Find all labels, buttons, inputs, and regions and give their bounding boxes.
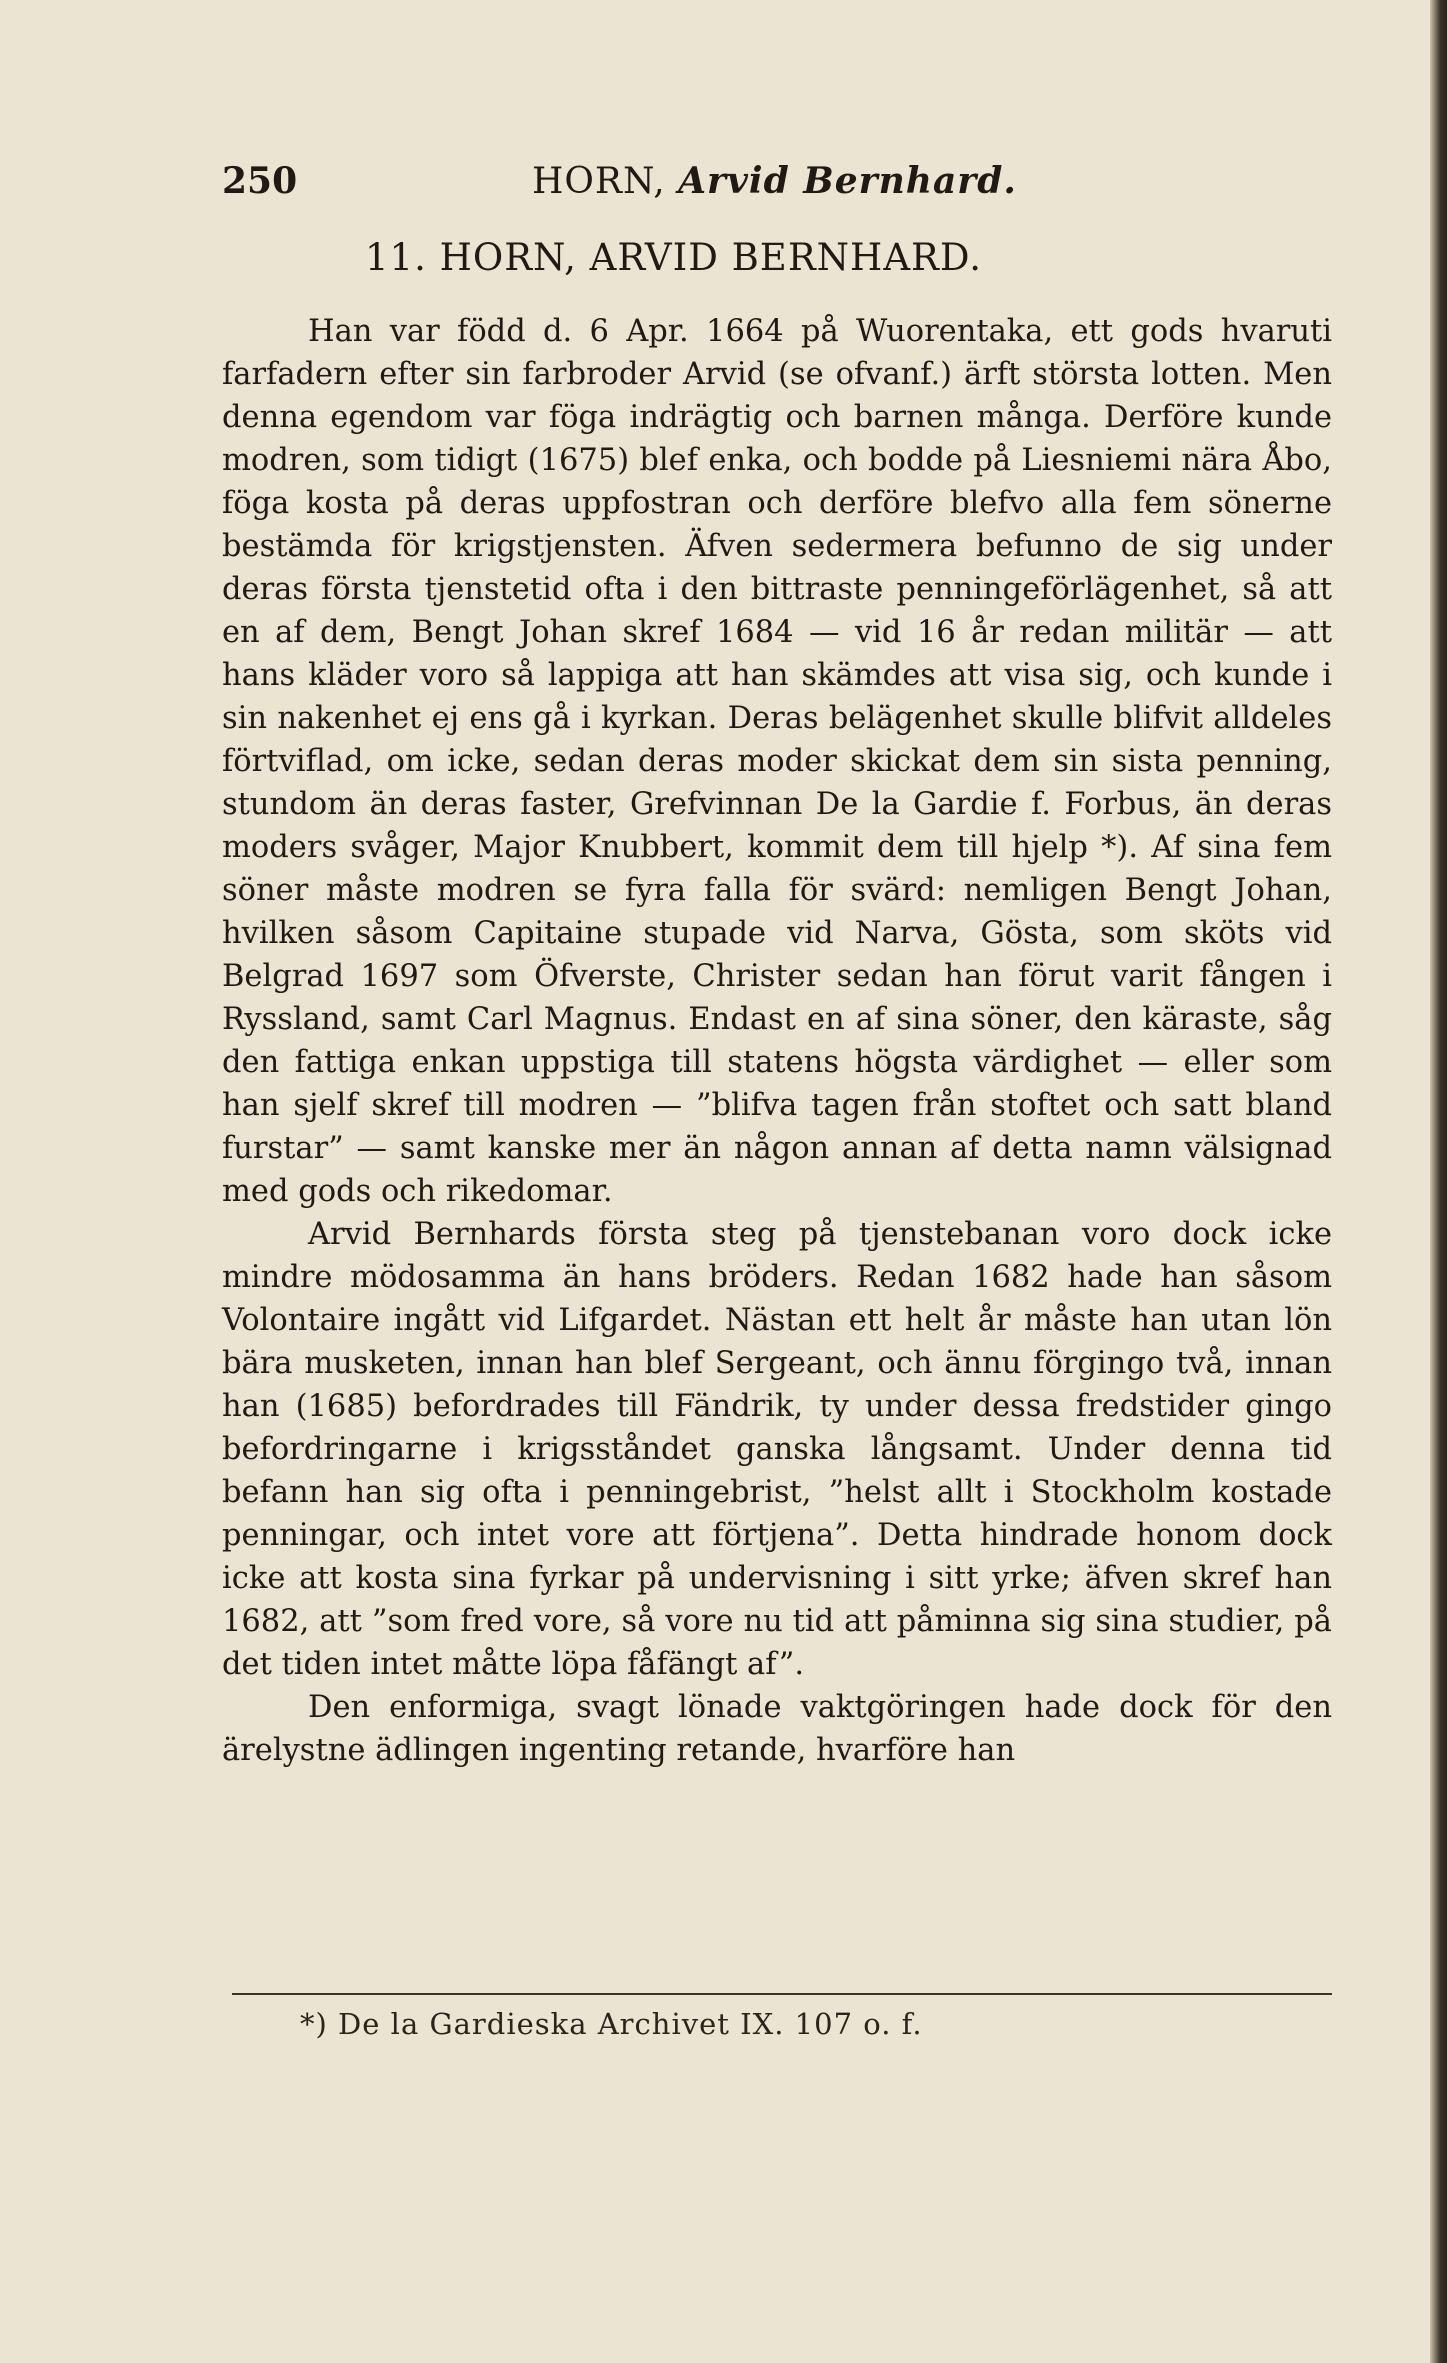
page-header: [222, 160, 1332, 210]
running-head-italic: Arvid Bernhard.: [678, 160, 1017, 202]
page-number: 250: [222, 160, 298, 202]
section-heading: 11. HORN, ARVID BERNHARD.: [365, 236, 982, 279]
page-edge-shadow: [1430, 0, 1447, 2363]
paragraph: Arvid Bernhards första steg på tjenstebanan voro dock icke mindre mödosamma än hans bröders. Redan 1682 hade han såsom Volontaire ingått vid Lifgardet. Nästan ett helt år måste han utan lön bära musketen, innan han blef Sergeant, och ännu förgingo två, innan han (1685) befordrades till Fändrik, ty under dessa fredstider gingo befordringarne i krigsståndet ganska långsamt. Under denna tid befann han sig ofta i penningebrist, ”helst allt i Stockholm kostade penningar, och intet vore att förtjena”. Detta hindrade honom dock icke att kosta sina fyrkar på undervisning i sitt yrke; äfven skref han 1682, att ”som fred vore, så vore nu tid att påminna sig sina studier, på det tiden intet måtte löpa fåfängt af”.: [222, 1217, 1332, 1682]
paragraph: Den enformiga, svagt lönade vaktgöringen hade dock för den ärelystne ädlingen ingenting retande, hvarföre han: [222, 1690, 1332, 1768]
running-head: [532, 160, 1017, 202]
body-text: [222, 310, 1332, 1772]
paragraph: Han var född d. 6 Apr. 1664 på Wuorentaka, ett gods hvaruti farfadern efter sin farbroder Arvid (se ofvanf.) ärft största lotten. Men denna egendom var föga indrägtig och barnen många. Derföre kunde modren, som tidigt (1675) blef enka, och bodde på Liesniemi nära Åbo, föga kosta på deras uppfostran och derföre blefvo alla fem sönerne bestämda för krigstjensten. Äfven sedermera befunno de sig under deras första tjenstetid ofta i den bittraste penningeförlägenhet, så att en af dem, Bengt Johan skref 1684 — vid 16 år redan militär — att hans kläder voro så lappiga att han skämdes att visa sig, och kunde i sin nakenhet ej ens gå i kyrkan. Deras belägenhet skulle blifvit alldeles förtviflad, om icke, sedan deras moder skickat dem sin sista penning, stundom än deras faster, Grefvinnan De la Gardie f. Forbus, än deras moders svåger, Major Knubbert, kommit dem till hjelp *). Af sina fem söner måste modren se fyra falla för svärd: nemligen Bengt Johan, hvilken såsom Capitaine stupade vid Narva, Gösta, som sköts vid Belgrad 1697 som Öfverste, Christer sedan han förut varit fången i Ryssland, samt Carl Magnus. Endast en af sina söner, den käraste, såg den fattiga enkan uppstiga till statens högsta värdighet — eller som han sjelf skref till modren — ”blifva tagen från stoftet och satt bland furstar” — samt kanske mer än någon annan af detta namn välsignad med gods och rikedomar.: [222, 314, 1332, 1209]
footnote-rule: [232, 1993, 1332, 1995]
running-head-name: HORN,: [532, 161, 666, 202]
footnote: *) De la Gardieska Archivet IX. 107 o. f.: [300, 2007, 923, 2041]
